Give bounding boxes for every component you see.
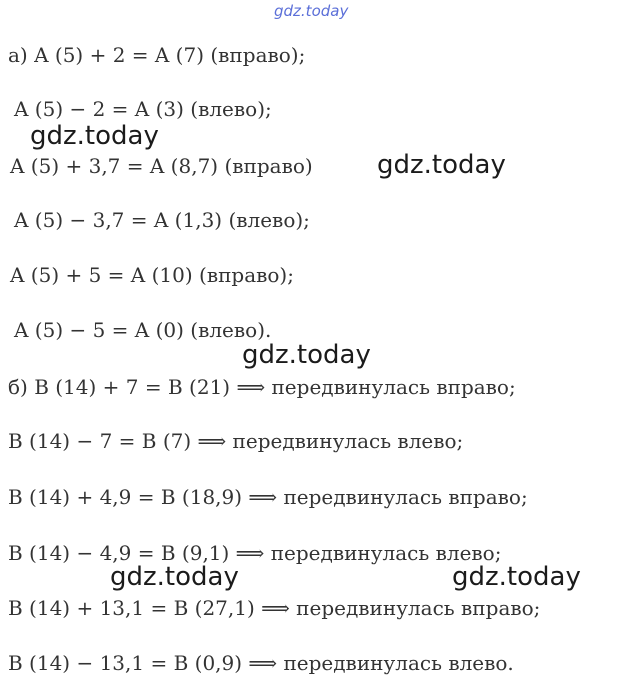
solution-line-a-3: A (5) + 3,7 = A (8,7) (вправо) <box>10 154 313 178</box>
solution-line-b-3: B (14) + 4,9 = B (18,9) ⟹ передвинулась вправо; <box>8 485 528 509</box>
header-watermark: gdz.today <box>274 2 349 20</box>
watermark: gdz.today <box>110 562 239 592</box>
solution-line-b-5: B (14) + 13,1 = B (27,1) ⟹ передвинулась вправо; <box>8 596 541 620</box>
solution-line-a-5: A (5) + 5 = A (10) (вправо); <box>10 263 294 287</box>
solution-line-a-6: A (5) − 5 = A (0) (влево). <box>14 318 272 342</box>
solution-line-a-4: A (5) − 3,7 = A (1,3) (влево); <box>14 208 310 232</box>
solution-line-b-2: B (14) − 7 = B (7) ⟹ передвинулась влево; <box>8 429 464 453</box>
solution-line-b-1: б) B (14) + 7 = B (21) ⟹ передвинулась вправо; <box>8 375 516 399</box>
solution-line-b-4: B (14) − 4,9 = B (9,1) ⟹ передвинулась влево; <box>8 541 502 565</box>
watermark: gdz.today <box>30 121 159 151</box>
watermark: gdz.today <box>377 150 506 180</box>
solution-line-b-6: B (14) − 13,1 = B (0,9) ⟹ передвинулась влево. <box>8 651 514 675</box>
watermark: gdz.today <box>242 340 371 370</box>
solution-line-a-2: A (5) − 2 = A (3) (влево); <box>14 97 272 121</box>
watermark: gdz.today <box>452 562 581 592</box>
solution-line-a-1: а) A (5) + 2 = A (7) (вправо); <box>8 43 306 67</box>
